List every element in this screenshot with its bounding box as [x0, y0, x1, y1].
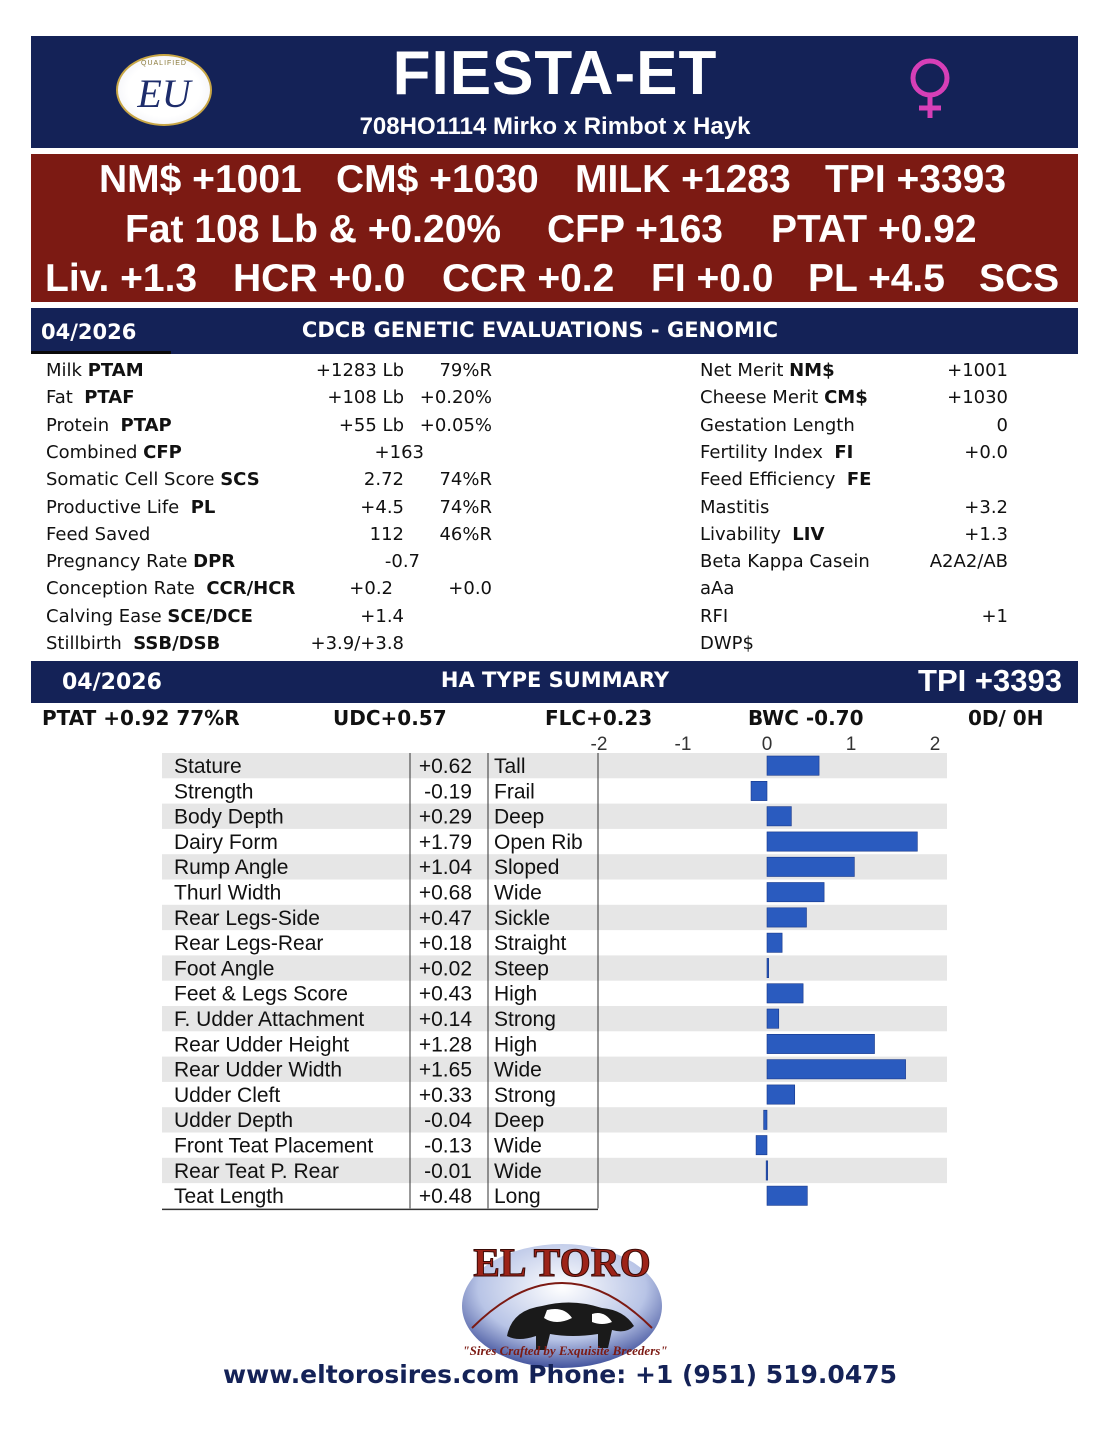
eval-label — [700, 578, 734, 599]
eval-value: -0.7 — [384, 551, 420, 573]
x-tick-label: 1 — [845, 734, 857, 755]
trait-value: +1.28 — [418, 1033, 472, 1057]
trait-value: +0.62 — [418, 755, 472, 778]
eval-label-text: Net Merit — [700, 360, 790, 381]
cm-index: CM$ +1030 — [336, 158, 539, 201]
eval-value: +0.2 — [349, 578, 393, 600]
eval-value: +1001 — [947, 360, 1008, 381]
eval-value: +1030 — [947, 387, 1008, 409]
x-tick-label: 0 — [761, 734, 773, 755]
eval-code: FE — [846, 469, 872, 491]
trait-value: +0.47 — [418, 906, 472, 930]
eval-code: PTAM — [87, 360, 144, 381]
trait-descriptor: Sickle — [494, 906, 551, 930]
eval-label-text: Calving Ease — [46, 605, 168, 627]
trait-bar — [767, 756, 819, 775]
eval-label — [700, 551, 870, 572]
trait-descriptor: Wide — [494, 881, 542, 905]
trait-descriptor: Steep — [494, 957, 549, 981]
ptat-summary: PTAT +0.92 77%R — [42, 706, 240, 730]
eval-label-text: Milk — [46, 360, 88, 381]
ha-date: 04/2026 — [62, 670, 162, 695]
slogan: "Sires Crafted by Exquisite Breeders" — [462, 1343, 668, 1358]
x-tick-label: 2 — [929, 734, 941, 755]
trait-label: Rear Udder Width — [174, 1058, 343, 1082]
trait-value: +0.43 — [418, 982, 472, 1006]
trait-descriptor: Wide — [494, 1058, 542, 1082]
eval-value: +163 — [374, 441, 424, 463]
eval-reliability: 74%R — [439, 496, 492, 518]
trait-label: Udder Cleft — [174, 1083, 281, 1107]
eval-label — [700, 469, 871, 490]
eval-code: LIV — [792, 523, 825, 545]
trait-label: Rear Teat P. Rear — [174, 1159, 339, 1183]
trait-descriptor: Wide — [494, 1159, 542, 1183]
eval-label-text: RFI — [700, 605, 729, 627]
trait-label: F. Udder Attachment — [174, 1008, 365, 1031]
liv-index: Liv. +1.3 — [45, 257, 198, 300]
trait-bar — [767, 933, 782, 952]
eval-label — [700, 524, 824, 545]
eval-value: +55 Lb — [338, 414, 404, 436]
eval-reliability: 46%R — [439, 523, 492, 545]
eval-label-text: Beta Kappa Casein — [700, 551, 870, 573]
trait-value: +0.14 — [418, 1008, 472, 1031]
eval-reliability: +0.20% — [419, 387, 492, 409]
milk-index: MILK +1283 — [575, 158, 791, 201]
eval-label — [46, 360, 144, 381]
udc-summary: UDC+0.57 — [333, 706, 447, 730]
eval-value: 0 — [996, 414, 1008, 436]
x-tick-label: -1 — [674, 734, 692, 755]
pedigree-line: 708HO1114 Mirko x Rimbot x Hayk — [359, 113, 751, 140]
trait-bar — [764, 1110, 767, 1129]
eval-value: +1.4 — [360, 605, 404, 627]
trait-value: +1.65 — [418, 1058, 472, 1082]
eval-value: +3.2 — [964, 496, 1008, 518]
eval-code: SSB/DSB — [133, 633, 221, 654]
animal-name: FIESTA-ET — [392, 39, 718, 108]
eval-label — [46, 497, 215, 518]
eval-value: A2A2/AB — [929, 551, 1008, 573]
bwc-summary: BWC -0.70 — [748, 706, 864, 730]
eval-label-text: Mastitis — [700, 496, 770, 518]
type-summary-line — [0, 706, 1120, 730]
eval-label — [46, 633, 220, 654]
el-toro-wordmark: EL TORO — [473, 1240, 651, 1285]
trait-bar — [767, 1085, 795, 1104]
eval-label-text: Cheese Merit — [700, 387, 825, 409]
trait-value: +0.18 — [418, 932, 472, 956]
cdcb-date-underline — [31, 351, 171, 354]
trait-descriptor: Long — [494, 1185, 541, 1209]
trait-bar — [751, 781, 767, 800]
eval-label — [46, 606, 253, 627]
trait-label: Body Depth — [174, 805, 284, 829]
eval-value: +0.0 — [964, 441, 1008, 463]
eval-code: CCR/HCR — [206, 578, 296, 600]
eval-label-text: Productive Life — [46, 496, 191, 518]
eval-code: FI — [834, 441, 854, 463]
ptat-index: PTAT +0.92 — [771, 208, 977, 251]
eval-label — [700, 415, 855, 436]
trait-label: Udder Depth — [174, 1109, 294, 1133]
hcr-index: HCR +0.0 — [233, 257, 406, 300]
eval-reliability: +0.05% — [419, 414, 492, 436]
eval-reliability: 74%R — [439, 469, 492, 491]
row-stripe — [162, 955, 947, 980]
trait-label: Strength — [174, 780, 254, 804]
eval-code: CFP — [143, 441, 182, 463]
eval-label-text: Combined — [46, 441, 144, 463]
trait-descriptor: Straight — [494, 932, 567, 956]
trait-value: +0.29 — [418, 805, 472, 829]
eval-label — [46, 387, 135, 408]
trait-label: Rear Legs-Rear — [174, 932, 324, 956]
trait-label: Rear Udder Height — [174, 1033, 350, 1057]
eval-reliability: 79%R — [439, 360, 492, 381]
dh-summary: 0D/ 0H — [968, 706, 1044, 730]
trait-descriptor: Wide — [494, 1134, 542, 1158]
eval-value: +108 Lb — [327, 387, 404, 409]
eval-code: SCS — [220, 469, 260, 491]
eval-value: +1283 Lb — [315, 360, 404, 381]
eval-label-text: Gestation Length — [700, 414, 855, 436]
trait-descriptor: Frail — [494, 780, 535, 804]
trait-descriptor: Strong — [494, 1083, 556, 1107]
trait-value: -0.19 — [424, 780, 472, 804]
eval-label — [46, 551, 235, 572]
trait-bar — [766, 1161, 768, 1180]
trait-label: Rump Angle — [174, 856, 289, 880]
eval-label-text: DWP$ — [700, 633, 754, 654]
trait-value: -0.04 — [424, 1109, 472, 1133]
trait-bar — [767, 1060, 906, 1079]
trait-bar — [767, 857, 854, 876]
trait-label: Teat Length — [174, 1185, 284, 1209]
trait-descriptor: High — [494, 982, 538, 1006]
eval-label-text: Fertility Index — [700, 441, 835, 463]
eval-label — [46, 415, 172, 436]
eval-label — [700, 497, 769, 518]
eval-code: NM$ — [789, 360, 835, 381]
cfp-index: CFP +163 — [547, 208, 723, 251]
flc-summary: FLC+0.23 — [545, 706, 653, 730]
eval-value: +1.3 — [964, 523, 1008, 545]
fi-index: FI +0.0 — [651, 257, 774, 300]
eval-label-text: Feed Efficiency — [700, 469, 847, 491]
tpi-index: TPI +3393 — [825, 158, 1007, 201]
eval-label — [46, 524, 150, 545]
logo-ring-text: QUALIFIED — [141, 60, 187, 67]
eval-label-text: aAa — [700, 578, 735, 600]
eval-label-text: Somatic Cell Score — [46, 469, 221, 491]
eval-code: PL — [190, 496, 216, 518]
trait-value: +0.68 — [418, 881, 472, 905]
trait-label: Feet & Legs Score — [174, 982, 348, 1006]
trait-bar — [767, 1186, 807, 1205]
trait-value: +0.02 — [418, 957, 472, 981]
trait-descriptor: Strong — [494, 1008, 556, 1031]
fat-index: Fat 108 Lb & +0.20% — [125, 208, 502, 251]
ccr-index: CCR +0.2 — [442, 257, 615, 300]
eval-label-text: Pregnancy Rate — [46, 551, 194, 573]
eval-label-text: Livability — [700, 523, 793, 545]
eval-value: +3.9/+3.8 — [310, 633, 404, 654]
ha-title: HA TYPE SUMMARY — [440, 668, 670, 692]
eval-label — [700, 360, 835, 381]
eval-label — [700, 606, 728, 627]
trait-label: Rear Legs-Side — [174, 906, 320, 930]
trait-label: Foot Angle — [174, 957, 275, 981]
eval-label — [46, 442, 182, 463]
trait-descriptor: Deep — [494, 805, 545, 829]
eval-value: 2.72 — [363, 469, 404, 491]
trait-bar — [767, 832, 917, 851]
trait-bar — [767, 1009, 779, 1028]
linear-type-chart — [160, 733, 960, 1213]
trait-descriptor: High — [494, 1033, 538, 1057]
trait-label: Front Teat Placement — [174, 1134, 374, 1158]
eval-label — [700, 442, 853, 463]
trait-bar — [767, 958, 769, 977]
trait-label: Dairy Form — [174, 830, 278, 854]
eval-label-text: Stillbirth — [46, 633, 134, 654]
eval-value: +4.5 — [360, 496, 404, 518]
eval-code: PTAP — [120, 414, 172, 436]
eval-label — [700, 633, 754, 654]
eval-label-text: Protein — [46, 414, 121, 436]
trait-label: Stature — [174, 755, 242, 778]
cdcb-title: CDCB GENETIC EVALUATIONS - GENOMIC — [301, 318, 779, 342]
eval-label — [700, 387, 868, 408]
pl-index: PL +4.5 — [808, 257, 945, 300]
trait-value: -0.13 — [424, 1134, 472, 1158]
contact-line[interactable]: www.eltorosires.com Phone: +1 (951) 519.0475 — [223, 1360, 897, 1389]
trait-bar — [767, 908, 806, 927]
qualified-eu-logo — [116, 54, 212, 126]
row-stripe — [162, 753, 947, 778]
trait-descriptor: Sloped — [494, 856, 560, 880]
eval-code: PTAF — [84, 387, 135, 409]
trait-bar — [767, 807, 791, 826]
trait-value: -0.01 — [424, 1159, 472, 1183]
eval-value: 112 — [369, 523, 404, 545]
eval-value: +1 — [981, 605, 1008, 627]
trait-descriptor: Open Rib — [494, 830, 583, 854]
eval-code: CM$ — [824, 387, 868, 409]
trait-bar — [767, 1034, 875, 1053]
trait-descriptor: Deep — [494, 1109, 545, 1133]
eval-code: DPR — [193, 551, 236, 573]
x-tick-label: -2 — [590, 734, 608, 755]
trait-bar — [756, 1136, 767, 1155]
trait-value: +1.04 — [418, 856, 472, 880]
female-icon — [902, 56, 958, 120]
scs-index: SCS — [979, 257, 1060, 300]
eval-label — [46, 578, 295, 599]
trait-value: +0.33 — [418, 1083, 472, 1107]
eval-code: SCE/DCE — [167, 605, 253, 627]
trait-bar — [767, 984, 803, 1003]
eval-label-text: Fat — [46, 387, 85, 409]
eval-reliability: +0.0 — [448, 578, 492, 600]
eval-label — [46, 469, 260, 490]
trait-value: +1.79 — [418, 830, 472, 854]
eval-label-text: Conception Rate — [46, 578, 207, 600]
logo-text: EU — [137, 71, 191, 116]
trait-value: +0.48 — [418, 1185, 472, 1209]
trait-bar — [767, 883, 824, 902]
cdcb-date: 04/2026 — [41, 320, 137, 344]
trait-descriptor: Tall — [494, 755, 526, 778]
eval-label-text: Feed Saved — [46, 523, 151, 545]
trait-label: Thurl Width — [174, 881, 282, 905]
nm-index: NM$ +1001 — [99, 158, 302, 201]
ha-tpi: TPI +3393 — [918, 663, 1062, 698]
